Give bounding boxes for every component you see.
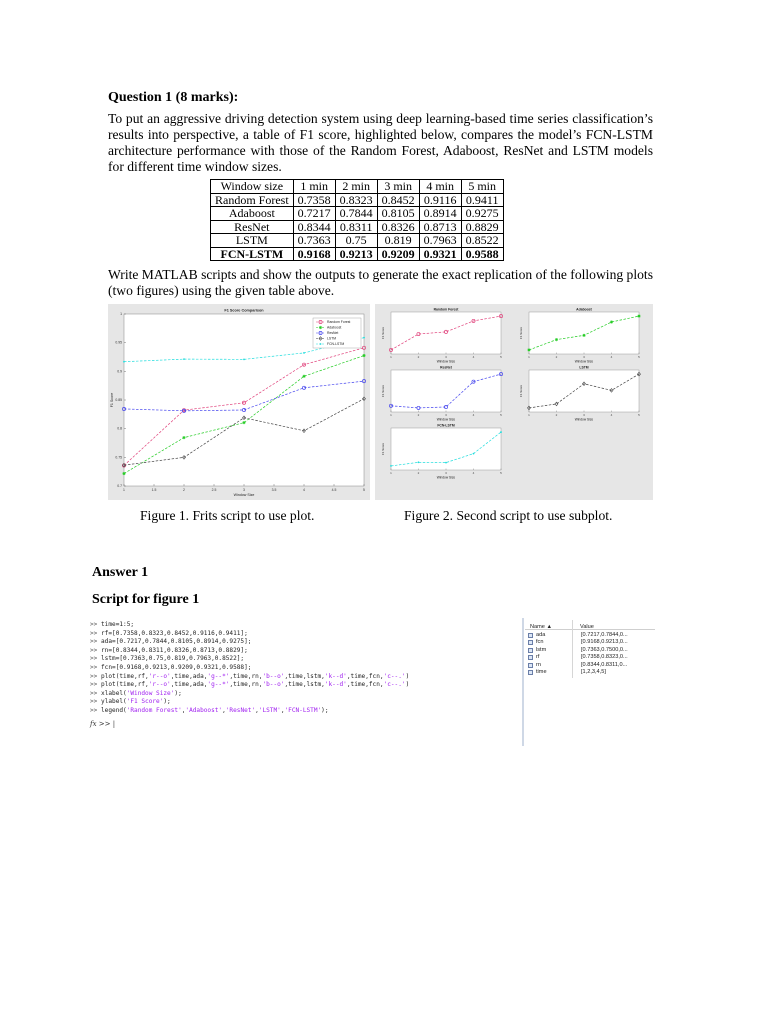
variable-icon — [528, 655, 533, 660]
variable-icon — [528, 640, 533, 645]
subplot-ylabel: F1 Score — [381, 326, 385, 340]
workspace-variable-row[interactable] — [528, 654, 653, 661]
table-header: Window size — [211, 180, 294, 194]
code-string: 'Window Size' — [126, 689, 175, 697]
variable-value: [1,2,3,4,5] — [581, 669, 606, 675]
fx-label: fx — [90, 720, 97, 728]
code-text: ); — [163, 698, 171, 706]
subplot-title: FCN-LSTM — [437, 423, 455, 428]
data-point — [390, 465, 392, 467]
table-cell: 0.8326 — [377, 220, 419, 234]
row-label: Random Forest — [211, 193, 294, 207]
code-string: 'F1 Score' — [126, 698, 164, 706]
console-prompt: >> — [90, 629, 102, 637]
table-header: 1 min — [293, 180, 335, 194]
code-text: , — [255, 707, 259, 714]
table-row — [211, 220, 504, 234]
code-string: 'ResNet' — [225, 707, 256, 714]
y-tick-label: 1 — [120, 312, 122, 316]
code-string: 'r--o' — [148, 672, 171, 680]
table-cell: 0.8323 — [335, 193, 377, 207]
code-text: lstm=[0.7363,0.75,0.819,0.7963,0.8522]; — [101, 655, 245, 663]
subplot-xlabel: Window Size — [436, 359, 456, 364]
row-label: FCN-LSTM — [211, 247, 294, 261]
table-cell: 0.8311 — [335, 220, 377, 234]
code-string: 'Adaboost' — [185, 707, 223, 714]
y-tick-label: 0.7 — [117, 484, 122, 488]
question-title: Question 1 (8 marks): — [108, 90, 239, 105]
table-cell: 0.7358 — [293, 193, 335, 207]
data-point — [362, 354, 365, 357]
script-heading: Script for figure 1 — [92, 592, 200, 607]
variable-value: [0.7217,0.7844,0... — [581, 632, 628, 638]
y-tick-label: 0.95 — [115, 340, 122, 345]
console-line — [90, 655, 244, 662]
x-tick-label: 4 — [472, 355, 475, 359]
console-line — [90, 630, 248, 637]
legend-label: FCN-LSTM — [327, 342, 345, 347]
variable-name: fcn — [536, 639, 544, 646]
workspace-variable-row[interactable] — [528, 669, 653, 676]
code-text: ); — [174, 689, 182, 697]
code-text: plot(time,rf, — [101, 681, 149, 689]
table-cell: 0.9168 — [293, 247, 335, 261]
x-tick-label: 3 — [445, 355, 447, 359]
code-text: ,time,lstm, — [284, 681, 325, 689]
data-point — [303, 352, 305, 354]
subplot-ylabel: F1 Score — [381, 384, 385, 398]
code-string: 'c--.' — [383, 681, 406, 689]
console-prompt: >> — [90, 672, 102, 680]
console-prompt: >> — [90, 646, 102, 654]
data-point — [445, 462, 447, 464]
variable-value: [0.8344,0.8311,0... — [581, 661, 628, 668]
x-tick-label: 1 — [123, 488, 125, 492]
code-text: , — [280, 707, 285, 714]
instruction-text: Write MATLAB scripts and show the outputs to generate the exact replication of the following plots (two figures) using the given table above. — [108, 267, 653, 298]
x-tick-label: 4 — [610, 355, 613, 359]
y-tick-label: 0.9 — [117, 369, 122, 374]
x-tick-label: 3 — [445, 471, 447, 475]
legend-label: Random Forest — [327, 320, 351, 325]
table-cell: 0.8713 — [419, 220, 461, 234]
workspace-variable-row[interactable] — [528, 632, 653, 639]
subplot-ylabel: F1 Score — [519, 384, 523, 398]
code-string: 'Random Forest' — [126, 707, 182, 714]
console-line — [90, 681, 409, 688]
code-string: 'b--o' — [262, 672, 285, 680]
x-tick-label: 1.5 — [151, 488, 157, 492]
question-body: To put an aggressive driving detection system using deep learning-based time series classification’s results into perspective, a table of F1 score, highlighted below, compares the model’s FCN-LSTM architecture performance with those of the Random Forest, Adaboost, ResNet and LSTM models for different time window sizes. — [108, 111, 653, 174]
code-text: time=1:5; — [101, 621, 135, 628]
table-cell: 0.75 — [335, 234, 377, 248]
workspace-header — [525, 620, 655, 630]
data-point — [473, 453, 475, 455]
code-text: ,time,lstm, — [284, 672, 325, 680]
row-label: ResNet — [211, 220, 294, 234]
code-text: rf=[0.7358,0.8323,0.8452,0.9116,0.9411]; — [101, 629, 248, 637]
code-string: 'g--*' — [207, 672, 230, 680]
workspace-divider[interactable] — [522, 618, 524, 746]
table-cell: 0.9209 — [377, 247, 419, 261]
legend-label: Adaboost — [327, 325, 342, 330]
code-text: ) — [405, 672, 410, 680]
x-tick-label: 5 — [638, 413, 640, 417]
console-prompt: >> — [90, 638, 102, 646]
variable-icon — [528, 633, 533, 638]
variable-name: rf — [536, 654, 540, 661]
variable-value: [0.9168,0.9213,0... — [581, 639, 628, 646]
x-tick-label: 1 — [528, 355, 530, 359]
x-tick-label: 3 — [243, 488, 245, 492]
code-text: ,time,fcn, — [346, 672, 384, 680]
table-cell: 0.7963 — [419, 234, 461, 248]
code-text: , — [181, 707, 186, 714]
console-prompt: >> — [90, 707, 102, 714]
x-tick-label: 5 — [500, 413, 502, 417]
table-header: 4 min — [419, 180, 461, 194]
fx-icon: fx >> | — [90, 720, 116, 728]
figure1-title: F1 Score Comparison — [224, 308, 264, 313]
subplot-xlabel: Window Size — [574, 417, 594, 422]
x-tick-label: 4 — [472, 471, 475, 475]
console-prompt: >> — [90, 655, 102, 663]
console-line — [90, 698, 171, 705]
subplot-xlabel: Window Size — [436, 417, 456, 422]
data-point — [418, 461, 420, 463]
figure1-caption: Figure 1. Frits script to use plot. — [140, 508, 315, 523]
console-prompt: >> — [90, 698, 102, 706]
variable-icon — [528, 663, 533, 668]
variable-value: [0.7363,0.7500,0... — [581, 646, 628, 653]
x-tick-label: 1 — [390, 471, 392, 475]
subplot-title: Random Forest — [433, 307, 459, 312]
variable-value: [0.7358,0.8323,0... — [581, 654, 628, 661]
workspace-variable-row[interactable] — [528, 639, 653, 646]
subplot-title: ResNet — [440, 365, 452, 370]
subplot-xlabel: Window Size — [574, 359, 594, 364]
table-header: 5 min — [461, 180, 503, 194]
variable-icon — [528, 648, 533, 653]
data-point — [122, 472, 125, 475]
y-tick-label: 0.85 — [115, 398, 122, 402]
x-tick-label: 3 — [445, 413, 447, 417]
legend-label: LSTM — [327, 336, 337, 341]
data-point — [363, 337, 365, 339]
x-tick-label: 5 — [638, 355, 640, 359]
code-text: fcn=[0.9168,0.9213,0.9209,0.9321,0.9588]; — [101, 664, 252, 671]
data-point — [319, 326, 322, 329]
matlab-command-window[interactable] — [90, 618, 520, 744]
table-cell: 0.8829 — [461, 220, 503, 234]
code-text: plot(time,rf, — [101, 672, 149, 680]
table-row — [211, 193, 504, 207]
table-header-row — [211, 180, 504, 194]
variable-name: rn — [536, 661, 541, 668]
x-tick-label: 2.5 — [211, 488, 217, 492]
code-text: ,time,fcn, — [346, 681, 384, 689]
subplot-axes — [391, 312, 501, 354]
table-cell: 0.7217 — [293, 207, 335, 221]
x-tick-label: 2 — [555, 355, 558, 359]
code-text: , — [222, 707, 226, 714]
table-header: 3 min — [377, 180, 419, 194]
console-line — [90, 647, 248, 654]
subplot-ylabel: F1 Score — [519, 326, 523, 340]
console-line — [90, 638, 251, 645]
code-string: 'c--.' — [383, 672, 406, 680]
code-string: 'LSTM' — [258, 707, 281, 714]
x-tick-label: 3.5 — [271, 488, 277, 492]
figure1-svg — [108, 304, 370, 500]
y-tick-label: 0.8 — [117, 426, 122, 431]
code-text: ,time,rn, — [229, 672, 263, 680]
subplot-ylabel: F1 Score — [381, 442, 385, 456]
table-header: 2 min — [335, 180, 377, 194]
code-text: ) — [405, 681, 410, 689]
variable-name: ada — [536, 632, 546, 638]
variable-name: lstm — [536, 646, 547, 653]
code-text: ); — [321, 707, 329, 714]
workspace-variable-row[interactable] — [528, 662, 653, 669]
table-row — [211, 247, 504, 261]
data-point — [320, 343, 322, 345]
table-cell: 0.8452 — [377, 193, 419, 207]
console-prompt: >> — [90, 689, 102, 697]
data-point — [182, 436, 185, 439]
data-point — [183, 358, 185, 360]
table-cell: 0.9321 — [419, 247, 461, 261]
x-tick-label: 1 — [528, 413, 530, 417]
subplot-title: LSTM — [579, 365, 589, 370]
console-prompt: >> — [90, 664, 102, 671]
x-tick-label: 5 — [500, 355, 502, 359]
console-line — [90, 673, 409, 680]
x-tick-label: 4 — [303, 488, 305, 492]
x-tick-label: 4 — [472, 413, 475, 417]
table-cell: 0.8914 — [419, 207, 461, 221]
console-line — [90, 690, 182, 697]
data-point — [555, 338, 558, 341]
x-tick-label: 5 — [500, 471, 502, 475]
x-tick-label: 2 — [417, 413, 420, 417]
table-cell: 0.7363 — [293, 234, 335, 248]
table-cell: 0.8344 — [293, 220, 335, 234]
code-string: 'r--o' — [148, 681, 171, 689]
x-tick-label: 1 — [390, 355, 392, 359]
row-label: LSTM — [211, 234, 294, 248]
code-text: rn=[0.8344,0.8311,0.8326,0.8713,0.8829]; — [101, 646, 248, 654]
console-line — [90, 707, 329, 714]
x-tick-label: 4 — [610, 413, 613, 417]
x-tick-label: 2 — [183, 488, 185, 492]
matlab-workspace-panel — [525, 618, 655, 746]
data-point — [582, 334, 585, 337]
table-cell: 0.9411 — [461, 193, 503, 207]
x-tick-label: 1 — [390, 413, 392, 417]
x-tick-label: 3 — [583, 413, 585, 417]
table-cell: 0.9116 — [419, 193, 461, 207]
figure2-subplots — [375, 304, 653, 500]
code-string: 'g--*' — [207, 681, 230, 689]
subplot-xlabel: Window Size — [436, 475, 456, 480]
console-line — [90, 664, 251, 671]
table-row — [211, 234, 504, 248]
x-tick-label: 2 — [417, 471, 420, 475]
code-text: ylabel( — [101, 698, 127, 706]
workspace-variable-row[interactable] — [528, 647, 653, 654]
data-point — [243, 358, 245, 360]
table-cell: 0.8105 — [377, 207, 419, 221]
x-axis-label: Window Size — [233, 493, 255, 497]
figure2-caption: Figure 2. Second script to use subplot. — [404, 508, 613, 523]
x-tick-label: 4.5 — [331, 488, 337, 492]
console-prompt: >> — [98, 720, 111, 728]
variable-icon — [528, 670, 533, 675]
console-prompt: >> — [90, 621, 102, 628]
figure1-plot — [108, 304, 370, 500]
code-string: 'k--d' — [324, 681, 347, 689]
data-point — [637, 314, 640, 317]
code-text: legend( — [101, 707, 127, 714]
legend-label: ResNet — [327, 331, 339, 336]
y-tick-label: 0.75 — [115, 455, 122, 460]
table-cell: 0.819 — [377, 234, 419, 248]
table-cell: 0.7844 — [335, 207, 377, 221]
table-cell: 0.9213 — [335, 247, 377, 261]
data-point — [302, 375, 305, 378]
row-label: Adaboost — [211, 207, 294, 221]
code-text: ,time,ada, — [170, 672, 208, 680]
workspace-value-header[interactable]: Value — [580, 624, 594, 630]
data-point — [500, 431, 502, 433]
variable-name: time — [536, 669, 547, 675]
f1-score-table — [210, 179, 504, 261]
table-cell: 0.9275 — [461, 207, 503, 221]
x-tick-label: 2 — [555, 413, 558, 417]
table-cell: 0.8522 — [461, 234, 503, 248]
data-point — [527, 348, 530, 351]
code-text: ,time,rn, — [229, 681, 263, 689]
y-axis-label: F1 Score — [110, 392, 114, 408]
x-tick-label: 3 — [583, 355, 585, 359]
console-line — [90, 621, 134, 628]
table-row — [211, 207, 504, 221]
x-tick-label: 2 — [417, 355, 420, 359]
x-tick-label: 5 — [363, 488, 365, 492]
figure2-svg — [375, 304, 653, 500]
code-string: 'k--d' — [324, 672, 347, 680]
workspace-name-header[interactable]: Name ▲ — [530, 624, 553, 630]
code-string: 'b--o' — [262, 681, 285, 689]
subplot-axes — [529, 312, 639, 354]
console-prompt: >> — [90, 681, 102, 689]
data-point — [123, 361, 125, 363]
data-point — [242, 421, 245, 424]
answer-heading: Answer 1 — [92, 565, 149, 580]
code-text: ,time,ada, — [170, 681, 208, 689]
code-text: ada=[0.7217,0.7844,0.8105,0.8914,0.9275]; — [101, 638, 252, 646]
data-point — [610, 320, 613, 323]
code-text: xlabel( — [101, 689, 127, 697]
subplot-title: Adaboost — [576, 307, 592, 312]
table-cell: 0.9588 — [461, 247, 503, 261]
code-string: 'FCN-LSTM' — [284, 707, 322, 714]
